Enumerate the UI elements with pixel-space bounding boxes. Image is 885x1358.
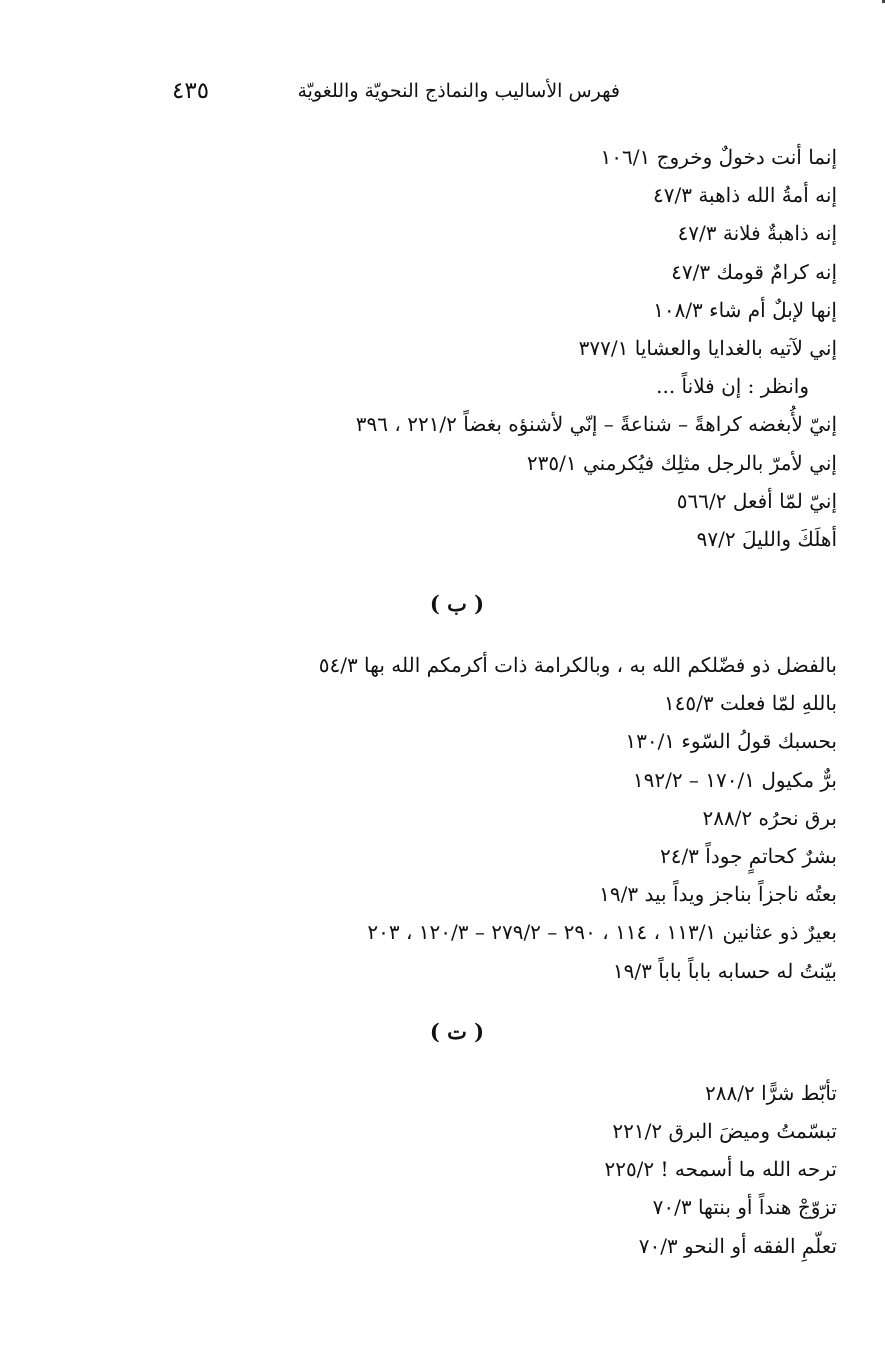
index-entry: ترحه الله ما أسمحه ! ٢٢٥/٢ [604, 1157, 837, 1182]
index-entry: إنه ذاهبةٌ فلانة ٤٧/٣ [677, 221, 837, 246]
index-entry: أهلَكَ والليلَ ٩٧/٢ [696, 526, 837, 551]
index-entry: برق نحرُه ٢٨٨/٢ [702, 805, 837, 830]
index-entry: إني لأمرّ بالرجل مثلِك فيُكرمني ٢٣٥/١ [526, 450, 837, 475]
index-entry: بيّنتُ له حسابه باباً باباً ١٩/٣ [612, 958, 837, 983]
index-content [197, 138, 837, 1265]
index-entry: بشرٌ كحاتمٍ جوداً ٢٤/٣ [659, 844, 837, 868]
index-entry: برٌّ مكيول ١٧٠/١ – ١٩٢/٢ [632, 767, 837, 792]
index-entry: بحسبك قولُ السّوء ١٣٠/١ [625, 729, 837, 754]
index-entry: بعيرٌ ذو عثانين ١١٣/١ ، ١١٤ ، ٢٩٠ – ٢٧٩/٢ – ١٢٠/٣ ، ٢٠٣ [367, 920, 837, 945]
index-entry: تبسّمتُ وميضَ البرق ٢٢١/٢ [612, 1118, 837, 1143]
index-entry: باللهِ لمّا فعلت ١٤٥/٣ [663, 691, 837, 716]
cross-reference: وانظر : إن فلاناً ... [656, 374, 809, 399]
page-number: ٤٣٥ [172, 78, 210, 104]
section-ta [197, 1074, 837, 1265]
index-entry: تعلّمِ الفقه أو النحو ٧٠/٣ [638, 1233, 837, 1258]
index-entry: تأبّط شرًّا ٢٨٨/٢ [705, 1080, 837, 1105]
index-entry: إنيّ لمّا أفعل ٥٦٦/٢ [676, 488, 837, 513]
section-ba [197, 646, 837, 990]
index-entry: إني لآتيه بالغدايا والعشايا ٣٧٧/١ [578, 335, 837, 360]
index-entry: تزوّجْ هنداً أو بنتها ٧٠/٣ [652, 1195, 837, 1220]
section-heading-ta: ( ت ) [429, 1018, 485, 1044]
index-entry: إنه أمةُ الله ذاهبة ٤٧/٣ [653, 183, 837, 208]
section-heading-ba: ( ب ) [429, 591, 485, 617]
page-header [160, 78, 620, 112]
index-entry: إنما أنت دخولٌ وخروج ١٠٦/١ [600, 145, 837, 169]
running-title: فهرس الأساليب والنماذج النحويّة واللغويّة [297, 80, 620, 102]
index-entry: إنيّ لأُبغضه كراهةً – شناعةً – إنّي لأشنؤه بغضاً ٢٢١/٢ ، ٣٩٦ [355, 412, 837, 437]
index-entry: إنه كرامٌ قومك ٤٧/٣ [671, 259, 837, 284]
index-entry: بعتُه ناجزاً بناجز ويداً بيد ١٩/٣ [599, 882, 837, 907]
index-entry: بالفضل ذو فضّلكم الله به ، وبالكرامة ذات أكرمكم الله بها ٥٤/٣ [318, 653, 837, 678]
section-alif [197, 138, 837, 558]
index-entry: إنها لإبلٌ أم شاء ١٠٨/٣ [653, 297, 837, 322]
